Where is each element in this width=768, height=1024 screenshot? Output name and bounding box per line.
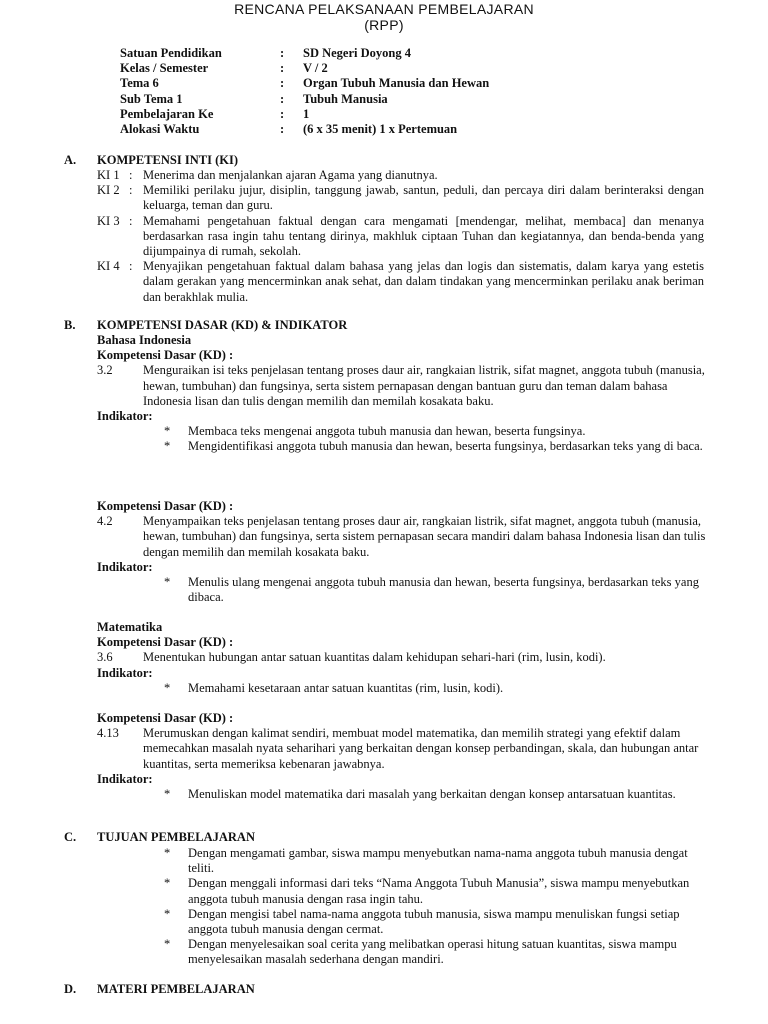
indikator-list	[164, 575, 707, 605]
kd-item: 3.6 Menentukan hubungan antar satuan kuantitas dalam kehidupan sehari-hari (rim, lusin, kodi).	[97, 650, 606, 665]
ki-item: KI 3 : Memahami pengetahuan faktual dengan cara mengamati [mendengar, melihat, membaca] dan menanya berdasarkan rasa ingin tahu tentang dirinya, makhluk ciptaan Tuhan dan kegiatannya, dan benda-benda yang dijumpainya di rumah, sekolah.	[97, 213, 704, 259]
tujuan-item: * Dengan mengamati gambar, siswa mampu menyebutkan nama-nama anggota tubuh manusia dengat teliti.	[164, 846, 688, 876]
kd-item: 4.13 Merumuskan dengan kalimat sendiri, membuat model matematika, dan memilih strategi yang efektif dalam memecahkan masalah nyata seharihari yang berkaitan dengan konsep perbandingan, skala, dan hubungan antar kuantitas, serta memeriksa kebenaran jawabnya.	[97, 726, 699, 771]
section-c-heading: C. TUJUAN PEMBELAJARAN	[64, 830, 255, 844]
kd-item: 3.2 Menguraikan isi teks penjelasan tentang proses daur air, rangkaian listrik, sifat magnet, anggota tubuh (manusia, hewan, tumbuhan) dan fungsinya, serta sistem pernapasan dengan bantuan guru dan teman dalam bahasa Indonesia lisan dan tulis dengan memilih dan memilah kosakata baku.	[97, 363, 705, 408]
subject-title: Bahasa Indonesia	[97, 333, 192, 347]
indikator-item: * Memahami kesetaraan antar satuan kuantitas (rim, lusin, kodi).	[164, 680, 504, 695]
kd-block-matematika-2	[97, 711, 707, 802]
kd-label: Kompetensi Dasar (KD) :	[97, 348, 234, 363]
indikator-item: * Membaca teks mengenai anggota tubuh manusia dan hewan, beserta fungsinya.	[164, 424, 586, 439]
doc-subtitle: (RPP)	[364, 17, 404, 33]
indikator-label: Indikator:	[97, 559, 153, 574]
ki-list	[97, 168, 704, 305]
identity-row: Alokasi Waktu : (6 x 35 menit) 1 x Pertemuan	[120, 121, 458, 136]
identity-row: Pembelajaran Ke : 1	[120, 106, 310, 121]
indikator-item: * Mengidentifikasi anggota tubuh manusia dan hewan, beserta fungsinya, berdasarkan teks yang di baca.	[164, 439, 703, 454]
kd-block-bahasa	[97, 333, 707, 455]
ki-item: KI 1 : Menerima dan menjalankan ajaran Agama yang dianutnya.	[97, 168, 438, 182]
identity-row: Sub Tema 1 : Tubuh Manusia	[120, 91, 388, 106]
indikator-label: Indikator:	[97, 665, 153, 680]
tujuan-list	[97, 846, 707, 968]
kd-block-matematika	[97, 620, 707, 696]
kd-label: Kompetensi Dasar (KD) :	[97, 711, 234, 725]
section-b-heading: B. KOMPETENSI DASAR (KD) & INDIKATOR	[64, 318, 348, 332]
section-d-heading: D. MATERI PEMBELAJARAN	[64, 982, 255, 996]
tujuan-item: * Dengan menyelesaikan soal cerita yang melibatkan operasi hitung satuan kuantitas, siswa mampu menyelesaikan masalah sederhana dengan mandiri.	[164, 937, 677, 967]
tujuan-item: * Dengan mengisi tabel nama-nama anggota tubuh manusia, siswa mampu menuliskan fungsi setiap anggota tubuh manusia dengan cermat.	[164, 906, 680, 937]
subject-title: Matematika	[97, 620, 163, 634]
ki-item: KI 4 : Menyajikan pengetahuan faktual dalam bahasa yang jelas dan logis dan sistematis, dalam karya yang estetis dalam gerakan yang mencerminkan anak sehat, dan dalam tindakan yang mencerminkan perilaku anak beriman dan berakhlak mulia.	[97, 259, 704, 304]
kd-block-bahasa-2	[97, 499, 707, 605]
identity-row: Tema 6 : Organ Tubuh Manusia dan Hewan	[120, 76, 490, 91]
kd-label: Kompetensi Dasar (KD) :	[97, 635, 234, 650]
indikator-item: * Menulis ulang mengenai anggota tubuh manusia dan hewan, beserta fungsinya, berdasarkan teks yang dibaca.	[164, 575, 699, 605]
indikator-item: * Menuliskan model matematika dari masalah yang berkaitan dengan konsep antarsatuan kuantitas.	[164, 787, 676, 802]
indikator-list	[164, 424, 707, 454]
identity-row: Satuan Pendidikan : SD Negeri Doyong 4	[120, 46, 411, 60]
indikator-list	[164, 681, 707, 696]
indikator-label: Indikator:	[97, 771, 153, 786]
section-a-heading: A. KOMPETENSI INTI (KI)	[64, 153, 238, 167]
kd-item: 4.2 Menyampaikan teks penjelasan tentang proses daur air, rangkaian listrik, sifat magnet, anggota tubuh (manusia, hewan, tumbuhan) dan fungsinya, serta sistem pernapasan secara mandiri dalam bahasa Indonesia lisan dan tulis dengan memilih dan memilah kosakata baku.	[97, 514, 706, 559]
indikator-list	[164, 787, 707, 802]
indikator-label: Indikator:	[97, 409, 153, 424]
tujuan-item: * Dengan menggali informasi dari teks “Nama Anggota Tubuh Manusia”, siswa mampu menyebutkan anggota tubuh manusia dengan rasa ingin tahu.	[164, 876, 690, 906]
ki-item: KI 2 : Memiliki perilaku jujur, disiplin, tanggung jawab, santun, peduli, dan percaya diri dalam berinteraksi dengan keluarga, teman dan guru.	[97, 183, 704, 213]
identity-row: Kelas / Semester : V / 2	[120, 61, 328, 76]
doc-title: RENCANA PELAKSANAAN PEMBELAJARAN	[234, 1, 534, 17]
identity-table	[120, 46, 680, 137]
kd-label: Kompetensi Dasar (KD) :	[97, 499, 234, 513]
